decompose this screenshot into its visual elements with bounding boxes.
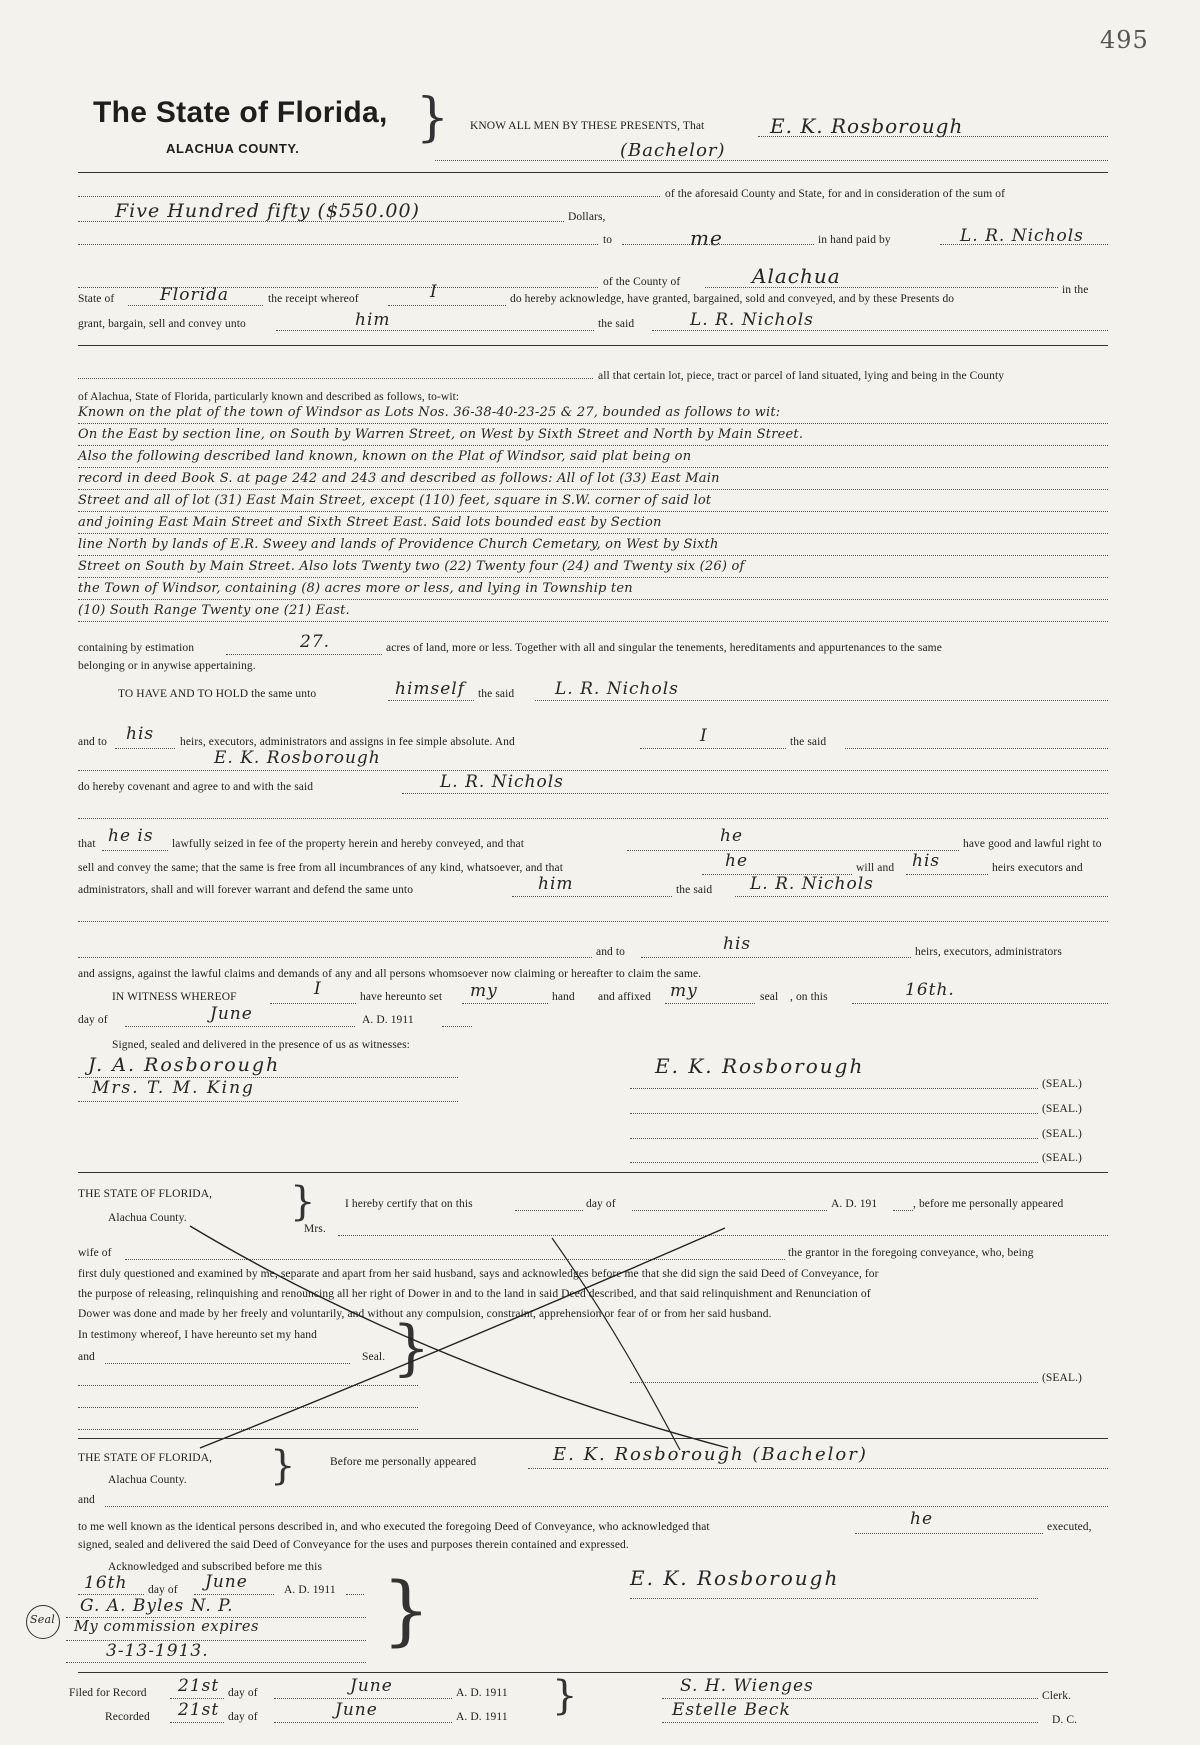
covenantor-line [640,748,786,749]
covenantor: I [700,726,708,746]
amount-line [78,221,564,222]
unto-line [388,700,474,701]
section-rule [78,1672,1108,1673]
signed-label: Signed, sealed and delivered in the presence of us as witnesses: [112,1039,410,1051]
will-and-label: will and [856,862,895,874]
description-line: Also the following described land known, known on the Plat of Windsor, said plat being on [78,449,692,464]
state-of-label: State of [78,293,115,305]
dower-month-line [632,1210,827,1211]
header-brace: } [416,88,450,148]
covenant-text: do hereby covenant and agree to and with the said [78,781,314,793]
seal-marker: (SEAL.) [1042,1128,1082,1140]
consideration-text: of the aforesaid County and State, for and in consideration of the sum of [665,188,1006,200]
covenantee-line [402,793,1108,794]
section-rule [78,1172,1108,1173]
hand-pronoun: my [470,981,498,1001]
ack-and-line [105,1506,1108,1507]
deputy-line [662,1722,1038,1723]
grantee-line [652,330,1108,331]
grant-label: grant, bargain, sell and convey unto [78,318,246,330]
receipt-label: the receipt whereof [268,293,359,305]
payer-name: L. R. Nichols [960,226,1084,246]
grantee-name: L. R. Nichols [690,310,814,330]
ad-label: A. D. 1911 [362,1014,414,1026]
dc-label: D. C. [1052,1714,1078,1726]
clerk-line [662,1698,1038,1699]
header-rule [78,172,1108,173]
filed-month: June [350,1676,393,1696]
ad-line [442,1026,472,1027]
grantor-name-line [78,770,1108,771]
dower-day-line [515,1210,583,1211]
description-line: the Town of Windsor, containing (8) acres more or less, and lying in Township ten [78,581,633,596]
ack-and: and [78,1494,95,1506]
and-to-label: and to [596,946,626,958]
heirs-line [115,748,175,749]
section-rule [78,1438,1108,1439]
seal-pronoun: my [670,981,698,1001]
the-said-label: the said [598,318,635,330]
ruled-line [78,599,1108,600]
description-line: Street and all of lot (31) East Main Street, except (110) feet, square in S.W. corner of said lot [78,493,712,508]
affixed-label: and affixed [598,991,651,1003]
county-heading: ALACHUA COUNTY. [166,141,300,156]
witness-party-line [270,1003,356,1004]
recorded-ad: A. D. 1911 [456,1711,508,1723]
the-said-label: the said [790,736,827,748]
dower-brace: } [290,1179,316,1225]
signature-line [630,1162,1038,1163]
right-text: have good and lawful right to [963,838,1102,850]
acres-line [226,654,382,655]
state-name: Florida [160,285,230,305]
to-have-label: TO HAVE AND TO HOLD the same unto [118,688,317,700]
ack-county: Alachua County. [108,1474,187,1486]
payer-line [940,244,1108,245]
habendum-grantee: L. R. Nichols [555,679,679,699]
seal-marker: (SEAL.) [1042,1103,1082,1115]
description-line: Street on South by Main Street. Also lots Twenty two (22) Twenty four (24) and Twenty six (26) of [78,559,745,574]
defend-grantee: L. R. Nichols [750,874,874,894]
paid-by-label: in hand paid by [818,234,891,246]
ack-brace: } [270,1443,296,1489]
grantor-name: E. K. Rosborough [770,114,964,138]
description-line: Known on the plat of the town of Windsor as Lots Nos. 36-38-40-23-25 & 27, bounded as follows to wit: [78,405,781,420]
ruled-line [78,533,1108,534]
dower-body-line: the purpose of releasing, relinquishing and renouncing all her right of Dower in and to the land in said Deed described, and that said relinquishment and Renunciation of [78,1288,871,1300]
hand-label: hand [552,991,575,1003]
acres-value: 27. [300,632,331,652]
grantor-signature: E. K. Rosborough [655,1054,865,1078]
unto-party: himself [395,679,466,699]
alachua-text: of Alachua, State of Florida, particularly known and described as follows, to-wit: [78,391,460,403]
ack-signed: signed, sealed and delivered the said Deed of Conveyance for the uses and purposes therein contained and expressed. [78,1539,629,1551]
page-number: 495 [1100,26,1149,54]
acknowledge-text: do hereby acknowledge, have granted, bargained, sold and conveyed, and by these Presents do [510,293,955,305]
heirs-exec-label: heirs executors and [992,862,1083,874]
acres-text: acres of land, more or less. Together with all and singular the tenements, hereditaments and appurtenances to the same [386,642,942,654]
mrs-label: Mrs. [304,1223,326,1235]
description-line: line North by lands of E.R. Sweey and lands of Providence Church Cemetary, on West by Sixth [78,537,719,552]
and-to-label: and to [78,736,108,748]
dower-county: Alachua County. [108,1212,187,1224]
covenant-grantor: E. K. Rosborough [214,748,381,768]
dower-ad-line [893,1210,913,1211]
witness-line [78,1101,458,1102]
deputy-name: Estelle Beck [672,1700,791,1720]
filing-brace: } [552,1673,578,1719]
blank-line [78,244,598,245]
ack-signature: E. K. Rosborough [630,1566,840,1590]
heirs-exec2-label: heirs, executors, administrators [915,946,1062,958]
filed-day: 21st [178,1676,220,1696]
description-line: record in deed Book S. at page 242 and 243 and described as follows: All of lot (33) East Main [78,471,720,486]
the-said-label: the said [478,688,515,700]
witness-party: I [314,979,322,999]
description-line: (10) South Range Twenty one (21) East. [78,603,350,618]
ruled-line [78,511,1108,512]
ruled-line [78,621,1108,622]
ack-person-line [528,1468,1108,1469]
ack-month-line [194,1594,274,1595]
county-name: Alachua [752,264,841,288]
ack-pronoun: he [910,1509,934,1529]
right-party-line [627,850,959,851]
notary-commission: My commission expires [74,1619,260,1635]
seized-party: he is [108,826,154,846]
ack-executed: executed, [1047,1521,1092,1533]
belonging-text: belonging or in anywise appertaining. [78,660,256,672]
warrant-party: he [725,851,749,871]
clerk-label: Clerk. [1042,1690,1072,1702]
recorded-month-line [274,1722,452,1723]
signature-line [630,1088,1038,1089]
blank-line [78,957,592,958]
containing-label: containing by estimation [78,642,195,654]
defend-unto: him [538,874,574,894]
the-said-label: the said [676,884,713,896]
state-line [128,305,263,306]
clerk-name: S. H. Wienges [680,1676,814,1696]
dollars-label: Dollars, [568,211,606,223]
dower-ad: A. D. 191 [831,1198,878,1210]
day-of-label: day of [78,1014,108,1026]
ruled-line [78,445,1108,446]
to-label: to [603,234,613,246]
heirs3-line [641,957,911,958]
dower-before: , before me personally appeared [913,1198,1064,1210]
intro-text: KNOW ALL MEN BY THESE PRESENTS, That [470,120,705,132]
blank-line [78,818,1108,819]
ruled-line [78,555,1108,556]
grantor-line [758,136,1108,137]
witness-line [78,1077,458,1078]
dower-seal-marker: (SEAL.) [1042,1372,1082,1384]
dower-seal-brace: } [392,1313,431,1383]
recorded-month: June [335,1700,378,1720]
dower-strike-marks [180,1220,740,1455]
have-set-label: have hereunto set [360,991,443,1003]
heirs3-pronoun: his [723,934,752,954]
paid-to: me [690,226,723,250]
ack-ad-line [346,1594,364,1595]
right-party: he [720,826,744,846]
of-county-label: of the County of [603,276,681,288]
notary-line [66,1617,366,1618]
commission-expires: 3-13-1913. [106,1641,209,1661]
in-the-label: in the [1062,284,1089,296]
blank-line [78,921,1108,922]
admins-text: administrators, shall and will forever warrant and defend the same unto [78,884,414,896]
ack-party-line [388,305,506,306]
ack-known: to me well known as the identical persons described in, and who executed the foregoing Deed of Conveyance, who acknowledged that [78,1521,710,1533]
grantee-pronoun: him [355,310,391,330]
filed-month-line [274,1698,452,1699]
wife-of-label: wife of [78,1247,112,1259]
seal-pronoun-line [665,1003,755,1004]
signature-line [630,1138,1038,1139]
blank-line [78,378,593,379]
heirs-text: heirs, executors, administrators and assigns in fee simple absolute. And [180,736,515,748]
dower-seal-label: Seal. [362,1351,386,1363]
heirs-pronoun: his [126,724,155,744]
ack-day-line [78,1594,144,1595]
recorded-day: 21st [178,1700,220,1720]
filed-label: Filed for Record [69,1687,147,1699]
that-label: that [78,838,96,850]
ruled-line [78,577,1108,578]
testimony-label: In testimony whereof, I have hereunto set my hand [78,1329,317,1341]
witness-name: J. A. Rosborough [88,1054,281,1076]
heirs2-line [906,874,988,875]
seal-marker: (SEAL.) [1042,1078,1082,1090]
grantor-status: (Bachelor) [620,140,726,161]
all-that-text: all that certain lot, piece, tract or parcel of land situated, lying and being in the County [598,370,1005,382]
certify-label: I hereby certify that on this [345,1198,473,1210]
ruled-line [78,423,1108,424]
heirs2-pronoun: his [912,851,941,871]
habendum-grantee-line [535,700,1108,701]
grantor-label: the grantor in the foregoing conveyance, who, being [788,1247,1034,1259]
defend-grantee-line [735,896,1108,897]
recorded-day-line [170,1722,224,1723]
witness-name: Mrs. T. M. King [92,1078,255,1098]
witness-month-line [125,1026,355,1027]
hand-line [462,1003,548,1004]
witness-day-line [852,1003,1108,1004]
notary-seal-mark [26,1605,60,1639]
ack-person: E. K. Rosborough (Bachelor) [553,1444,868,1465]
covenantee-name: L. R. Nichols [440,772,564,792]
ack-state: THE STATE OF FLORIDA, [78,1452,213,1464]
notary-seal-text: Seal [30,1613,55,1626]
document-title: The State of Florida, [93,96,388,129]
seal-marker: (SEAL.) [1042,1152,1082,1164]
assigns-text: and assigns, against the lawful claims and demands of any and all persons whomsoever now claiming or hereafter to claim the same. [78,968,702,980]
ack-day: 16th [84,1573,128,1593]
grantor-status-line [435,160,1108,161]
dower-body-line: first duly questioned and examined by me, separate and apart from her said husband, says and acknowledges before me that she did sign the said Deed of Conveyance, for [78,1268,879,1280]
witness-day: 16th. [905,980,955,1000]
ack-pronoun-line [855,1533,1043,1534]
county-line [705,287,1058,288]
notary-name: G. A. Byles N. P. [80,1596,234,1616]
dower-day-of: day of [586,1198,616,1210]
ack-month: June [205,1572,248,1592]
ack-day-of: day of [148,1584,178,1596]
dower-state: THE STATE OF FLORIDA, [78,1188,213,1200]
ruled-line [78,489,1108,490]
description-line: On the East by section line, on South by Warren Street, on West by Sixth Street and North by Main Street. [78,427,804,442]
blank-line [845,748,1108,749]
expires-line [66,1662,366,1663]
in-witness-label: IN WITNESS WHEREOF [112,991,237,1003]
ack-ad: A. D. 1911 [284,1584,336,1596]
filed-day-line [170,1698,224,1699]
signature-line [630,1113,1038,1114]
description-line: and joining East Main Street and Sixth Street East. Said lots bounded east by Section [78,515,662,530]
recorded-day-of: day of [228,1711,258,1723]
grantee-pronoun-line [276,330,594,331]
seized-line [102,850,168,851]
ack-before: Before me personally appeared [330,1456,477,1468]
ack-signature-line [630,1598,1038,1599]
dower-body-line: Dower was done and made by her freely and voluntarily, and without any compulsion, constraint, apprehension or fear of or from her said husband. [78,1308,772,1320]
ruled-line [78,467,1108,468]
ack-subscribed: Acknowledged and subscribed before me this [108,1561,323,1573]
ack-party: I [430,282,438,302]
sell-text: sell and convey the same; that the same is free from all incumbrances of any kind, whatsoever, and that [78,862,564,874]
seal-label-text: seal [760,991,779,1003]
blank-line [78,287,598,288]
blank-line [78,196,660,197]
filed-ad: A. D. 1911 [456,1687,508,1699]
dower-and-label: and [78,1351,95,1363]
paid-to-line [622,244,814,245]
seized-text: lawfully seized in fee of the property herein and hereby conveyed, and that [172,838,525,850]
recorded-label: Recorded [105,1711,150,1723]
witness-month: June [210,1004,253,1024]
ack-notary-brace: } [382,1565,431,1654]
section-rule [78,345,1108,346]
defend-unto-line [512,896,672,897]
on-this-label: , on this [790,991,828,1003]
amount-words: Five Hundred fifty ($550.00) [115,200,420,222]
filed-day-of: day of [228,1687,258,1699]
